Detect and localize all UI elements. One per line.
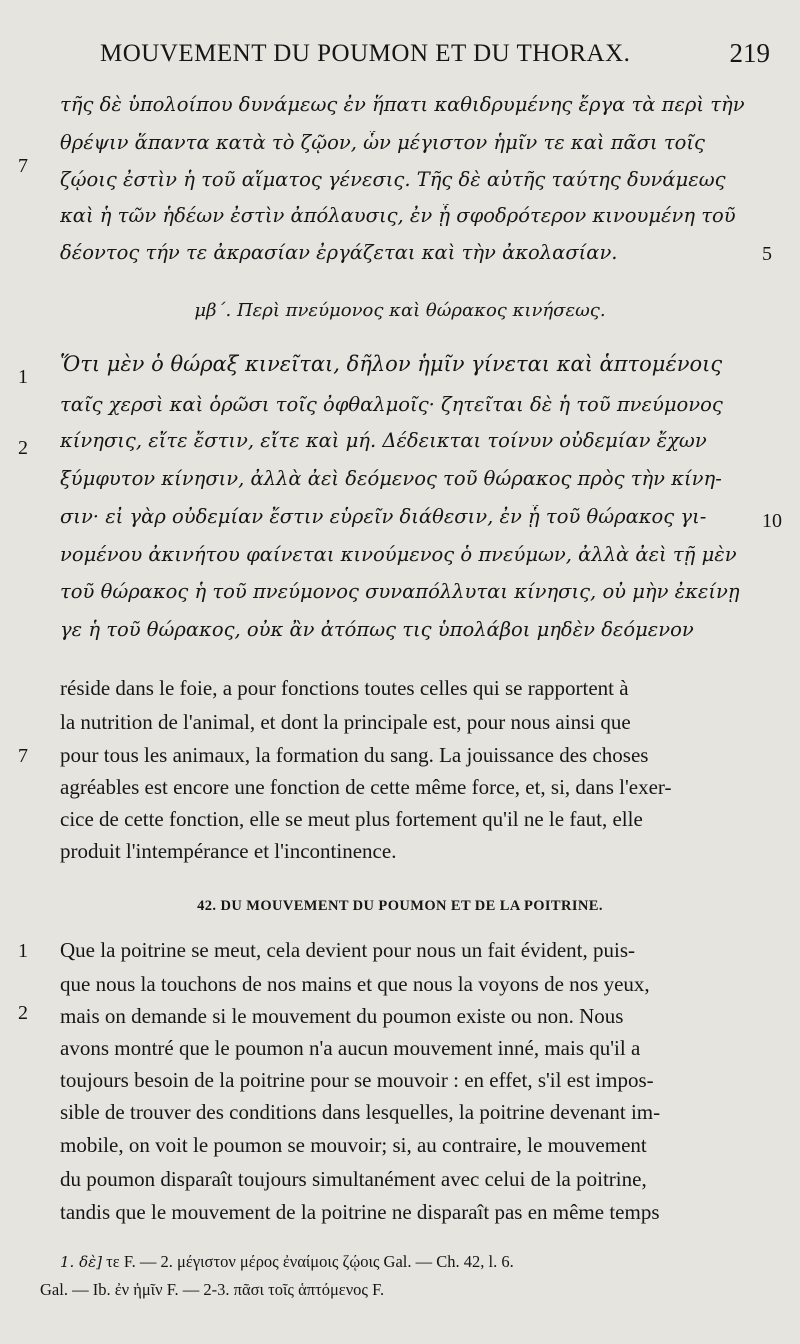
greek-line: ταῖς χερσὶ καὶ ὁρῶσι τοῖς ὀφθαλμοῖς· ζητεῖται δὲ ἡ τοῦ πνεύμονος (60, 393, 723, 416)
french-line: tandis que le mouvement de la poitrine ne disparaît pas en même temps (60, 1200, 660, 1224)
line-number: 10 (762, 510, 782, 532)
greek-line: τῆς δὲ ὑπολοίπου δυνάμεως ἐν ἥπατι καθιδρυμένης ἔργα τὰ περὶ τὴν (60, 93, 745, 116)
french-line: sible de trouver des conditions dans lesquelles, la poitrine devenant im- (60, 1100, 661, 1124)
french-line: réside dans le foie, a pour fonctions toutes celles qui se rapportent à (60, 676, 629, 700)
greek-line: τοῦ θώρακος ἡ τοῦ πνεύμονος συναπόλλυται κίνησις, οὐ μὴν ἐκείνῃ (60, 580, 740, 603)
french-line: du poumon disparaît toujours simultanément avec celui de la poitrine, (60, 1167, 647, 1191)
line-number: 2 (18, 437, 28, 459)
french-line: mais on demande si le mouvement du poumon existe ou non. Nous (60, 1004, 624, 1028)
french-line: la nutrition de l'animal, et dont la principale est, pour nous ainsi que (60, 710, 631, 734)
french-line: que nous la touchons de nos mains et que nous la voyons de nos yeux, (60, 972, 650, 996)
french-section-heading: 42. DU MOUVEMENT DU POUMON ET DE LA POITRINE. (197, 898, 603, 914)
greek-section-heading: μβ΄. Περὶ πνεύμονος καὶ θώρακος κινήσεως. (194, 300, 606, 321)
greek-line: καὶ ἡ τῶν ἡδέων ἐστὶν ἀπόλαυσις, ἐν ᾗ σφοδρότερον κινουμένη τοῦ (60, 204, 736, 227)
footnote-line: Gal. — Ib. ἐν ἡμῖν F. — 2-3. πᾶσι τοῖς ἁπτόμενος F. (40, 1280, 385, 1299)
running-header (100, 40, 780, 80)
page-number: 219 (729, 38, 770, 68)
footnote-text: τε F. — 2. μέγιστον μέρος ἐναίμοις ζῴοις Gal. — Ch. 42, l. 6. (106, 1252, 514, 1271)
line-number: 1 (18, 366, 28, 388)
greek-line: ζῴοις ἐστὶν ἡ τοῦ αἵματος γένεσις. Τῆς δὲ αὐτῆς ταύτης δυνάμεως (60, 168, 726, 191)
greek-line: Ὅτι μὲν ὁ θώραξ κινεῖται, δῆλον ἡμῖν γίνεται καὶ ἁπτομένοις (60, 352, 723, 376)
greek-line: ξύμφυτον κίνησιν, ἀλλὰ ἀεὶ δεόμενος τοῦ θώρακος πρὸς τὴν κίνη- (60, 467, 722, 490)
running-title: MOUVEMENT DU POUMON ET DU THORAX. (100, 40, 631, 67)
greek-line: κίνησις, εἴτε ἔστιν, εἴτε καὶ μή. Δέδεικται τοίνυν οὐδεμίαν ἔχων (60, 429, 707, 452)
greek-line: σιν· εἰ γὰρ οὐδεμίαν ἔστιν εὑρεῖν διάθεσιν, ἐν ᾗ τοῦ θώρακος γι- (60, 505, 707, 528)
french-line: avons montré que le poumon n'a aucun mouvement inné, mais qu'il a (60, 1036, 641, 1060)
french-line: agréables est encore une fonction de cette même force, et, si, dans l'exer- (60, 775, 672, 799)
french-line: toujours besoin de la poitrine pour se mouvoir : en effet, s'il est impos- (60, 1068, 654, 1092)
french-line: cice de cette fonction, elle se meut plus fortement qu'il ne le faut, elle (60, 807, 643, 831)
line-number: 5 (762, 243, 772, 265)
line-number: 2 (18, 1002, 28, 1024)
french-line: produit l'intempérance et l'incontinence. (60, 839, 397, 863)
greek-line: θρέψιν ἅπαντα κατὰ τὸ ζῷον, ὧν μέγιστον ἡμῖν τε καὶ πᾶσι τοῖς (60, 131, 705, 154)
greek-line: δέοντος τήν τε ἀκρασίαν ἐργάζεται καὶ τὴν ἀκολασίαν. (60, 241, 618, 264)
french-line: Que la poitrine se meut, cela devient pour nous un fait évident, puis- (60, 938, 636, 962)
line-number: 1 (18, 940, 28, 962)
line-number: 7 (18, 745, 28, 767)
footnote-lemma: 1. δὲ] (60, 1253, 103, 1271)
greek-line: γε ἡ τοῦ θώρακος, οὐκ ἂν ἀτόπως τις ὑπολάβοι μηδὲν δεόμενον (60, 618, 694, 641)
french-line: pour tous les animaux, la formation du sang. La jouissance des choses (60, 743, 649, 767)
footnote-line (60, 1252, 800, 1272)
greek-line: νομένου ἀκινήτου φαίνεται κινούμενος ὁ πνεύμων, ἀλλὰ ἀεὶ τῇ μὲν (60, 543, 737, 566)
french-line: mobile, on voit le poumon se mouvoir; si, au contraire, le mouvement (60, 1133, 647, 1157)
line-number: 7 (18, 155, 28, 177)
